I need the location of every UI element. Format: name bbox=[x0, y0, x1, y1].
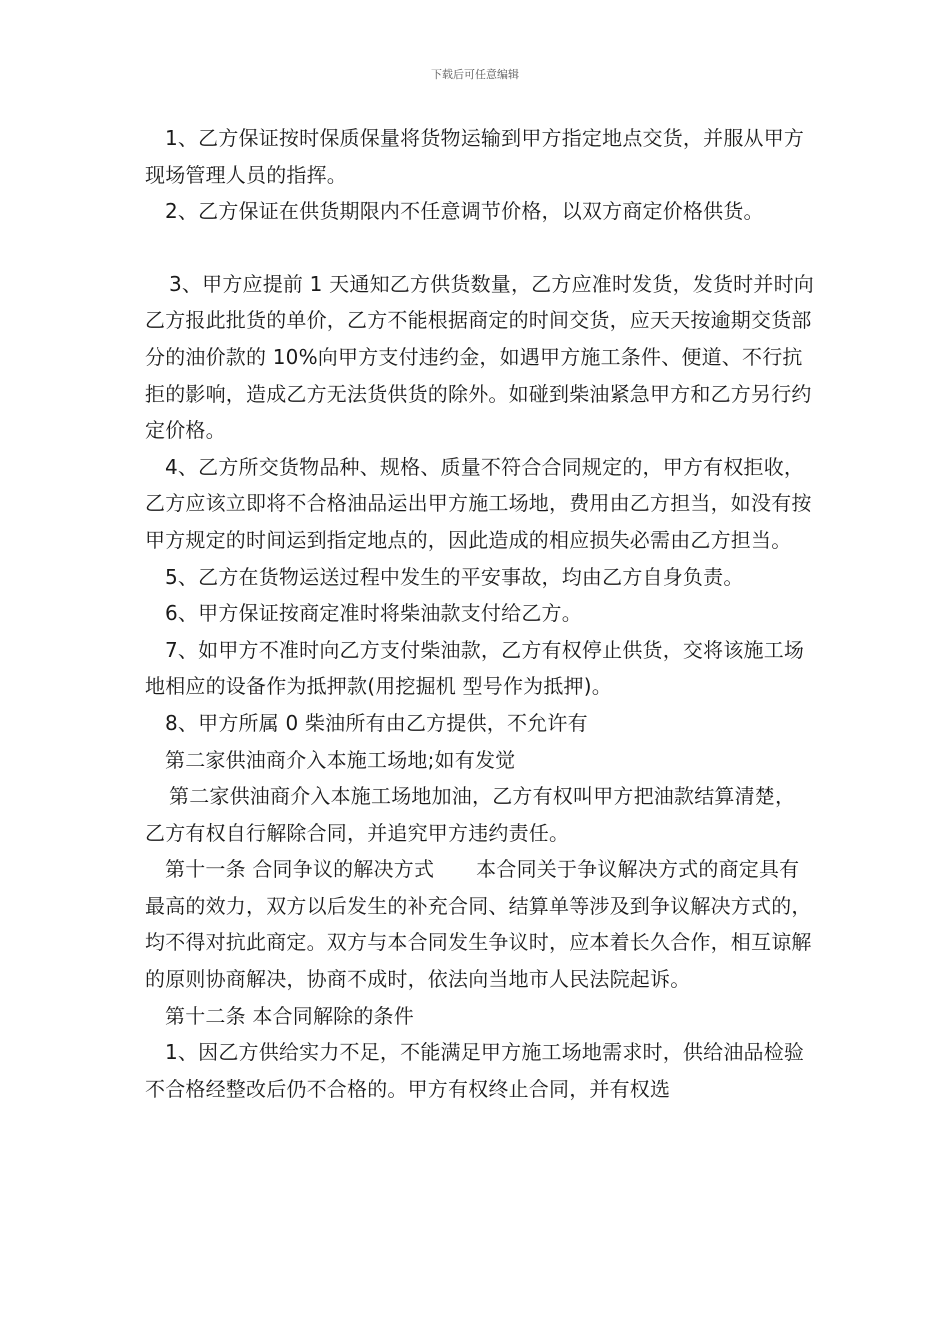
paragraph-clause-4: 4、乙方所交货物品种、规格、质量不符合合同规定的，甲方有权拒收，乙方应该立即将不合格油品运出甲方施工场地，费用由乙方担当，如没有按甲方规定的时间运到指定地点的，因此造成的相应损失必需由乙方担当。 bbox=[145, 454, 812, 552]
document-body bbox=[145, 120, 815, 1107]
paragraph-second-supplier: 第二家供油商介入本施工场地;如有发觉 bbox=[165, 747, 516, 772]
article-12-title: 第十二条 本合同解除的条件 bbox=[165, 1003, 414, 1028]
paragraph-article-11 bbox=[145, 851, 815, 997]
paragraph-clause-3: 3、甲方应提前 1 天通知乙方供货数量，乙方应准时发货，发货时并时向乙方报此批货的单价，乙方不能根据商定的时间交货，应天天按逾期交货部分的油价款的 10%向甲方支付违约金，如遇甲方施工条件、便道、不行抗拒的影响，造成乙方无法货供货的除外。如碰到柴油紧急甲方和乙方另行约定价格。 bbox=[145, 271, 814, 443]
paragraph-clause-8: 8、甲方所属 0 柴油所有由乙方提供，不允许有 bbox=[165, 710, 588, 735]
paragraph-clause-6: 6、甲方保证按商定准时将柴油款支付给乙方。 bbox=[165, 601, 582, 626]
page-header: 下载后可任意编辑 bbox=[431, 68, 519, 81]
article-11-text: 本合同关于争议解决方式的商定具有最高的效力，双方以后发生的补充合同、结算单等涉及到争议解决方式的，均不得对抗此商定。双方与本合同发生争议时，应本着长久合作，相互谅解的原则协商解决，协商不成时，依法向当地市人民法院起诉。 bbox=[145, 857, 812, 992]
paragraph-second-supplier-terms: 第二家供油商介入本施工场地加油，乙方有权叫甲方把油款结算清楚，乙方有权自行解除合同，并追究甲方违约责任。 bbox=[145, 784, 796, 845]
paragraph-clause-1: 1、乙方保证按时保质保量将货物运输到甲方指定地点交货，并服从甲方现场管理人员的指挥。 bbox=[145, 126, 805, 187]
article-11-title: 第十一条 合同争议的解决方式 bbox=[165, 857, 435, 882]
paragraph-clause-5: 5、乙方在货物运送过程中发生的平安事故，均由乙方自身负责。 bbox=[165, 564, 744, 589]
paragraph-clause-2: 2、乙方保证在供货期限内不任意调节价格，以双方商定价格供货。 bbox=[165, 199, 764, 224]
paragraph-clause-7: 7、如甲方不准时向乙方支付柴油款，乙方有权停止供货，交将该施工场地相应的设备作为抵押款(用挖掘机 型号作为抵押)。 bbox=[145, 637, 805, 699]
blank-line bbox=[145, 230, 815, 266]
paragraph-article-12-clause-1: 1、因乙方供给实力不足，不能满足甲方施工场地需求时，供给油品检验不合格经整改后仍不合格的。甲方有权终止合同，并有权选 bbox=[145, 1040, 805, 1101]
